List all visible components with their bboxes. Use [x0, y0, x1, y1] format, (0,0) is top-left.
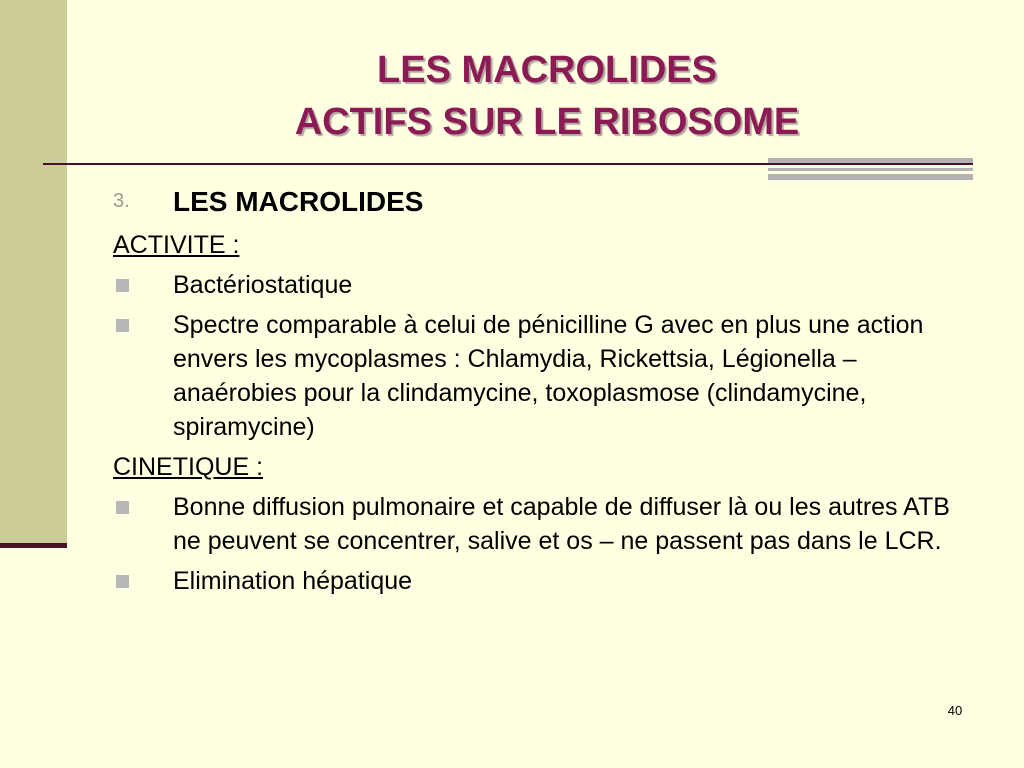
- heading-number: 3.: [113, 190, 130, 212]
- section-label-cinetique: CINETIQUE :: [113, 453, 264, 481]
- list-item: [113, 268, 973, 302]
- slide-title: [70, 44, 1024, 148]
- left-decorative-band: [0, 0, 67, 545]
- title-line-2: ACTIFS SUR LE RIBOSOME: [294, 101, 800, 143]
- square-bullet-icon: [116, 575, 129, 588]
- square-bullet-icon: [116, 501, 129, 514]
- list-item-text: Bonne diffusion pulmonaire et capable de diffuser là ou les autres ATB ne peuvent se concentrer, salive et os – ne passent pas dans le LCR.: [173, 493, 950, 555]
- page-number: 40: [947, 703, 963, 718]
- square-bullet-icon: [116, 279, 129, 292]
- square-bullet-icon: [116, 319, 129, 332]
- decorative-gray-bars: [768, 158, 973, 180]
- list-item-text: Elimination hépatique: [173, 567, 413, 595]
- list-item-text: Spectre comparable à celui de pénicilline G avec en plus une action envers les mycoplasmes : Chlamydia, Rickettsia, Légionella – anaérobies pour la clindamycine, toxoplasmose (clindamycine, spiramycine): [173, 311, 924, 441]
- title-line-1: LES MACROLIDES: [377, 49, 717, 91]
- list-item: [113, 564, 973, 598]
- section-heading: [113, 182, 973, 222]
- slide-body: [113, 182, 973, 604]
- list-item: [113, 308, 973, 444]
- list-item: [113, 490, 973, 558]
- heading-text: LES MACROLIDES: [173, 186, 424, 217]
- section-label-activite: ACTIVITE :: [113, 231, 240, 259]
- list-item-text: Bactériostatique: [173, 271, 353, 299]
- left-decorative-line: [0, 543, 67, 548]
